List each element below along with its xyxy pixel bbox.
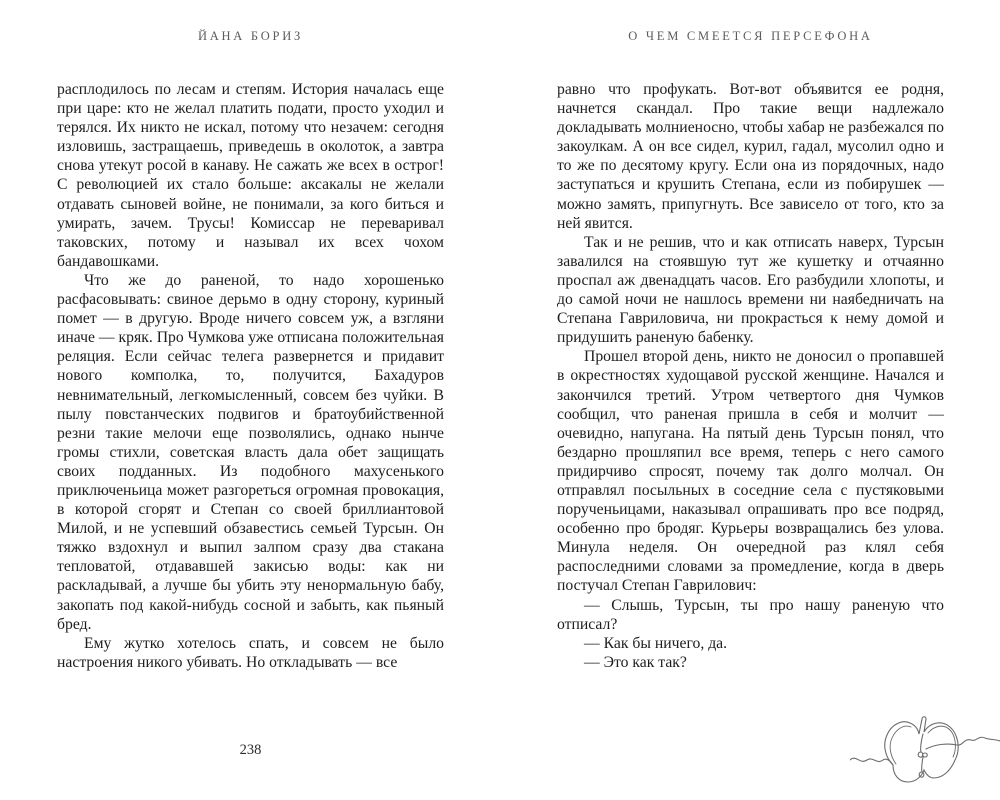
- paragraph: расплодилось по лесам и степям. История началась еще при царе: кто не желал платить подати, просто уходил и терялся. Их никто не искал, потому что незачем: сегодня изловишь, застращаешь, приведешь в околоток, а завтра снова утекут росой в канаву. Не сажать же всех в острог! С революцией их стало больше: аксакалы не желали отдавать сыновей войне, не понимали, за кого биться и умирать, зачем. Трусы! Комиссар не переваривал таковских, потому и называл их всех чохом бандавошками.: [57, 81, 444, 270]
- apple-core-line: [921, 734, 923, 752]
- dialogue-line: — Слышь, Турсын, ты про нашу раненую что отписал?: [557, 596, 944, 633]
- paragraph: Так и не решив, что и как отписать наверх, Турсын завалился на стоявшую тут же кушетку и отчаянно проспал аж двенадцать часов. Его разбудили хлопоты, и до самой ночи не нашлось времени ни наябедничать на Степана Гавриловича, ни прокрасться к нему домой и придушить раненую бабенку.: [557, 233, 944, 347]
- line-entry: [850, 758, 893, 765]
- apple-seed: [923, 753, 928, 757]
- line-exit: [926, 737, 1000, 749]
- apple-inner-contour: [928, 726, 955, 757]
- page-right: [557, 0, 944, 800]
- page-body-left: [57, 80, 444, 716]
- paragraph: Ему жутко хотелось спать, и совсем не было настроения никого убивать. Но откладывать — все: [57, 634, 444, 671]
- apple-core-line: [922, 757, 923, 772]
- paragraph: равно что профукать. Вот-вот объявится ее родня, начнется скандал. Про такие вещи надлежало докладывать молниеносно, чтобы хабар не разбежался по закоулкам. А он все сидел, курил, гадал, мусолил одно и то же по десятому кругу. Если она из порядочных, надо заступаться и крушить Степана, если из побирушек — можно замять, припугнуть. Все зависело от того, кто за ней явится.: [557, 81, 944, 232]
- running-head-right: О ЧЕМ СМЕЕТСЯ ПЕРСЕФОНА: [628, 29, 873, 43]
- paragraph: Что же до раненой, то надо хорошенько расфасовывать: свиное дерьмо в одну сторону, куриный помет — в другую. Вроде ничего совсем уж, а взгляни иначе — кряк. Про Чумкова уже отписана положительная реляция. Если сейчас телега развернется и придавит нового комполка, то, получится, Бахадуров невнимательный, легкомысленный, совсем без чуйки. В пылу повстанческих подвигов и братоубийственной резни такие мелочи еще позволялись, однако нынче громы стихли, советская власть дала обет защищать своих подданных. Из подобного махусенького приключеньица может разгореться огромная провокация, в которой сгорят и Степан со своей бриллиантовой Милой, и не успевший обзавестись семьей Турсын. Он тяжко вздохнул и выпил залпом сразу два стакана тепловатой, отдававшей закисью воды: как ни раскладывай, а лучше бы убить эту ненормальную бабу, закопать под какой-нибудь сосной и забыть, как пьяный бред.: [57, 271, 444, 633]
- apple-inner-contour: [890, 726, 911, 764]
- page-number-left: 238: [239, 742, 262, 758]
- apple-seed: [918, 752, 923, 757]
- paragraph: Прошел второй день, никто не доносил о пропавшей в окрестностях худощавой русской женщине. Начался и закончился третий. Утром четвертого дня Чумков сообщил, что раненая пришла в себя и молчит — очевидно, напугана. На пятый день Турсын понял, что бездарно прошляпил все время, теперь с него самого придирчиво спросят, почему так долго молчал. Он отправлял посыльных в соседние села с пустяковыми порученьицами, наказывал опрашивать про все подряд, особенно про бродяг. Курьеры возвращались без улова. Минула неделя. Он очередной раз клял себя распоследними словами за промедление, когда в дверь постучал Степан Гаврилович:: [557, 348, 944, 595]
- dialogue-line: — Как бы ничего, да.: [584, 634, 728, 652]
- running-head-left: ЙАНА БОРИЗ: [197, 29, 304, 43]
- apple-line-art-illustration: [850, 708, 1000, 794]
- page-left: [57, 0, 444, 800]
- page-body-right: [557, 80, 944, 716]
- dialogue-line: — Это как так?: [584, 653, 687, 671]
